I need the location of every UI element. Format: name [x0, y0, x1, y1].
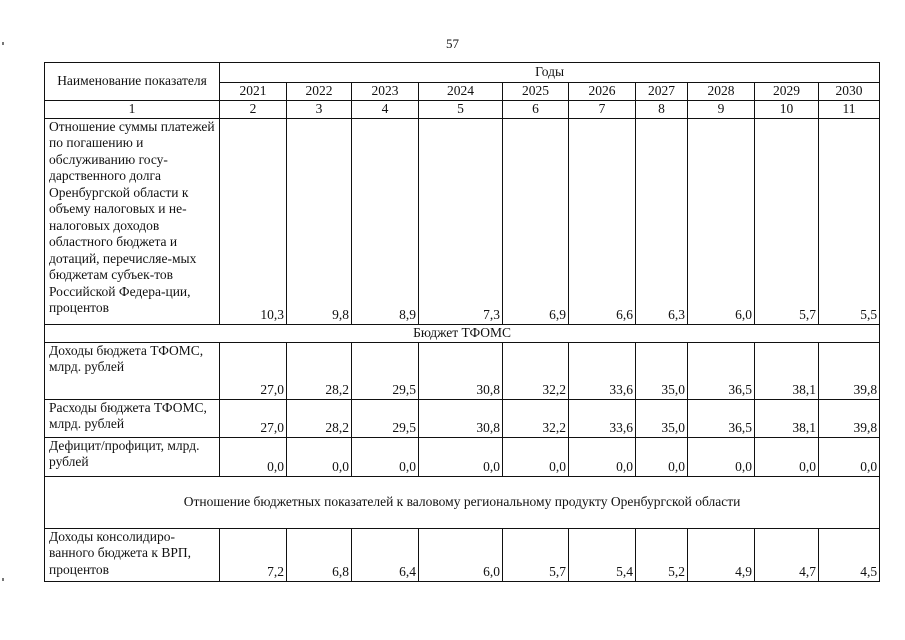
row-value: 0,0	[569, 437, 636, 476]
row-value: 39,8	[819, 342, 880, 399]
year-header: 2023	[352, 83, 419, 101]
row-value: 28,2	[287, 342, 352, 399]
row-value: 5,4	[569, 528, 636, 581]
row-value: 27,0	[220, 399, 287, 437]
row-value: 0,0	[503, 437, 569, 476]
row-value: 7,3	[419, 118, 503, 324]
row-value: 33,6	[569, 342, 636, 399]
table-row	[45, 118, 880, 324]
column-number-row	[45, 101, 880, 119]
row-value: 29,5	[352, 399, 419, 437]
row-value: 0,0	[220, 437, 287, 476]
row-value: 0,0	[755, 437, 819, 476]
column-number: 7	[569, 101, 636, 119]
row-value: 6,0	[688, 118, 755, 324]
row-value: 36,5	[688, 342, 755, 399]
row-value: 5,7	[503, 528, 569, 581]
row-value: 28,2	[287, 399, 352, 437]
column-number: 5	[419, 101, 503, 119]
row-value: 6,0	[419, 528, 503, 581]
year-header: 2022	[287, 83, 352, 101]
row-value: 33,6	[569, 399, 636, 437]
row-value: 10,3	[220, 118, 287, 324]
row-value: 35,0	[636, 342, 688, 399]
row-value: 4,9	[688, 528, 755, 581]
row-value: 0,0	[419, 437, 503, 476]
section-title: Отношение бюджетных показателей к валовому региональному продукту Оренбургской области	[45, 476, 880, 528]
section-row	[45, 324, 880, 342]
scan-edge-mark	[2, 42, 4, 45]
row-value: 6,6	[569, 118, 636, 324]
row-value: 35,0	[636, 399, 688, 437]
row-value: 0,0	[636, 437, 688, 476]
row-value: 0,0	[287, 437, 352, 476]
column-number: 11	[819, 101, 880, 119]
year-header: 2024	[419, 83, 503, 101]
column-number: 9	[688, 101, 755, 119]
section-title: Бюджет ТФОМС	[45, 324, 880, 342]
row-value: 6,4	[352, 528, 419, 581]
row-label: Дефицит/профицит, млрд. рублей	[45, 437, 220, 476]
row-value: 27,0	[220, 342, 287, 399]
year-header: 2021	[220, 83, 287, 101]
row-value: 32,2	[503, 399, 569, 437]
table-row	[45, 437, 880, 476]
year-header: 2028	[688, 83, 755, 101]
years-header: Годы	[220, 63, 880, 83]
row-value: 9,8	[287, 118, 352, 324]
row-value: 30,8	[419, 399, 503, 437]
row-label: Доходы бюджета ТФОМС, млрд. рублей	[45, 342, 220, 399]
table-row	[45, 528, 880, 581]
row-value: 0,0	[352, 437, 419, 476]
row-value: 0,0	[688, 437, 755, 476]
column-number: 4	[352, 101, 419, 119]
row-value: 8,9	[352, 118, 419, 324]
page-number: 57	[446, 36, 459, 51]
column-number: 1	[45, 101, 220, 119]
year-header: 2029	[755, 83, 819, 101]
row-value: 38,1	[755, 399, 819, 437]
row-value: 4,5	[819, 528, 880, 581]
scan-edge-mark	[2, 578, 4, 581]
row-value: 4,7	[755, 528, 819, 581]
row-value: 5,2	[636, 528, 688, 581]
row-value: 39,8	[819, 399, 880, 437]
row-value: 5,5	[819, 118, 880, 324]
year-header: 2027	[636, 83, 688, 101]
row-value: 30,8	[419, 342, 503, 399]
indicator-header: Наименование показателя	[45, 63, 220, 101]
column-number: 10	[755, 101, 819, 119]
column-number: 6	[503, 101, 569, 119]
row-value: 6,3	[636, 118, 688, 324]
row-label: Отношение суммы платежей по погашению и обслуживанию госу-дарственного долга Оренбургской области к объему налоговых и не-налоговых доходов областного бюджета и дотаций, перечисляе-мых бюджетам субъек-тов Российской Федера-ции, процентов	[45, 118, 220, 324]
year-header: 2030	[819, 83, 880, 101]
row-value: 6,9	[503, 118, 569, 324]
row-value: 29,5	[352, 342, 419, 399]
table-row	[45, 342, 880, 399]
row-label: Расходы бюджета ТФОМС, млрд. рублей	[45, 399, 220, 437]
row-value: 38,1	[755, 342, 819, 399]
indicators-table	[44, 62, 880, 582]
row-value: 5,7	[755, 118, 819, 324]
row-value: 6,8	[287, 528, 352, 581]
row-value: 36,5	[688, 399, 755, 437]
table-row	[45, 399, 880, 437]
row-value: 32,2	[503, 342, 569, 399]
header-row-years	[45, 63, 880, 83]
year-header: 2025	[503, 83, 569, 101]
column-number: 2	[220, 101, 287, 119]
row-value: 7,2	[220, 528, 287, 581]
row-value: 0,0	[819, 437, 880, 476]
section-row	[45, 476, 880, 528]
column-number: 8	[636, 101, 688, 119]
column-number: 3	[287, 101, 352, 119]
year-header: 2026	[569, 83, 636, 101]
row-label: Доходы консолидиро-ванного бюджета к ВРП, процентов	[45, 528, 220, 581]
